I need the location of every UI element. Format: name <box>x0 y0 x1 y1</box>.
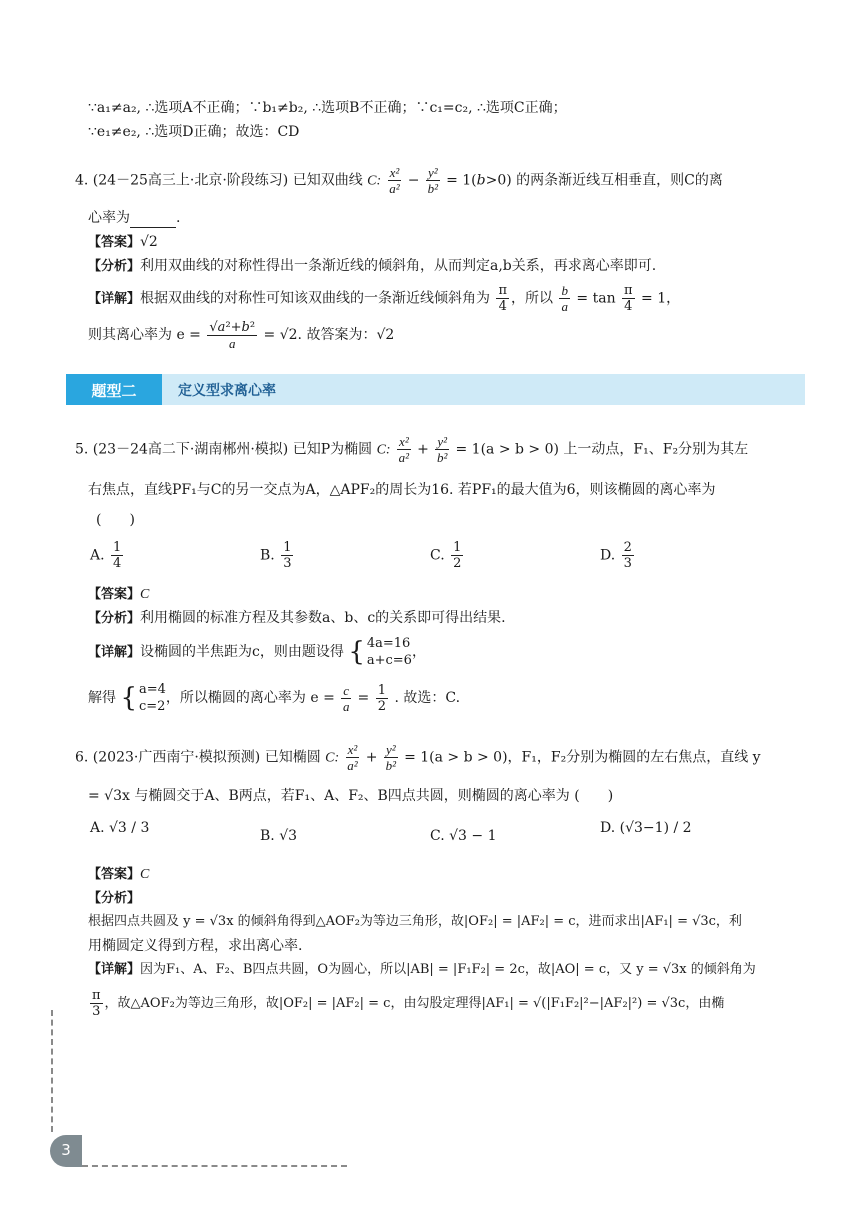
q5-stem-line-1 <box>75 434 748 466</box>
q5-option-a-num: 1 <box>113 540 122 555</box>
page-number: 3 <box>61 1141 71 1159</box>
q5-analysis <box>88 608 506 629</box>
q4-fraction-x: $\frac{\text{x²}}{\text{a²}}$ <box>389 165 400 196</box>
q4-answer-tag: 【答案】 <box>88 235 141 250</box>
q5-option-d[interactable] <box>600 540 636 571</box>
q4-fraction-ba: $\frac{b}{a}$ <box>561 283 568 314</box>
carryover-line-1: ∵a₁≠a₂, ∴选项A不正确；∵b₁≠b₂, ∴选项B不正确；∵c₁=c₂, ∴选项C正确； <box>88 100 567 116</box>
q5-fraction-half: $\frac{1}{2}$ <box>377 682 386 714</box>
q5-system-1-eq-1: 4a=16 <box>366 636 411 651</box>
q5-stem-line-2: 右焦点，直线PF₁与C的另一交点为A，△APF₂的周长为16. 若PF₁的最大值为6，则该椭圆的离心率为 <box>88 482 716 498</box>
q5-stem-prefix: 5. (23－24高二下·湖南郴州·模拟) 已知P为椭圆 <box>75 441 373 458</box>
q5-answer <box>88 584 149 605</box>
q5-system-1-end: ， <box>411 644 426 660</box>
q5-system-2 <box>139 681 166 715</box>
q4-analysis-text: 利用双曲线的对称性得出一条渐近线的倾斜角，从而判定a,b关系，再求离心率即可. <box>140 258 657 274</box>
q5-option-c-label: C. <box>430 547 445 564</box>
q4-detail-text-2b: = √2. 故答案为：√2 <box>263 327 395 343</box>
q5-system-2-eq-1: a=4 <box>139 682 166 697</box>
q5-option-b[interactable] <box>260 540 295 571</box>
q6-answer-tag: 【答案】 <box>88 867 141 882</box>
q5-brace-2: { <box>120 683 137 713</box>
q4-fraction-y: $\frac{\text{y²}}{\text{b²}}$ <box>427 165 438 196</box>
q5-stem-line-3: ( ) <box>96 512 135 528</box>
q4-detail-text-2a: 则其离心率为 e = <box>88 327 201 343</box>
q4-answer-value: √2 <box>140 234 158 250</box>
q5-option-b-den: 3 <box>283 556 292 571</box>
q4-detail-text-1b: ，所以 <box>511 290 554 307</box>
q4-fraction-pi4-b: $\frac{\pi}{4}$ <box>624 283 633 314</box>
q5-option-a-den: 4 <box>113 556 122 571</box>
q4-analysis <box>88 256 656 277</box>
q4-detail-text-1d: = 1， <box>641 290 681 307</box>
q6-option-d-label: D. <box>600 820 616 836</box>
footer-dashed-horizontal <box>82 1165 347 1167</box>
q5-fraction-x: $\frac{\text{x²}}{\text{a²}}$ <box>398 434 410 465</box>
page-number-badge <box>50 1135 82 1167</box>
q4-stem-line-2-end: . <box>176 210 181 226</box>
q6-answer <box>88 864 149 885</box>
q6-detail-line-2 <box>88 988 724 1020</box>
q5-detail-text-2b: ，所以椭圆的离心率为 e = <box>165 690 335 706</box>
q5-plus: + <box>417 441 429 458</box>
q5-detail-line-1 <box>88 634 426 671</box>
q4-stem-line-2 <box>88 208 180 228</box>
q5-option-c-den: 2 <box>453 556 462 571</box>
q4-answer <box>88 232 158 253</box>
q6-option-c-text: √3 − 1 <box>449 828 497 844</box>
q5-brace-1: { <box>348 637 365 667</box>
q6-stem-line-2: = √3x 与椭圆交于A、B两点，若F₁、A、F₂、B四点共圆，则椭圆的离心率为 ( ) <box>88 788 614 804</box>
q6-analysis-line-1: 根据四点共圆及 y = √3x 的倾斜角得到△AOF₂为等边三角形，故|OF₂| = |AF₂| = c，进而求出|AF₁| = √3c，利 <box>88 914 742 929</box>
q5-answer-tag: 【答案】 <box>88 587 141 602</box>
q4-fraction-e: $\frac{\text{√a²+b²}}{a}$ <box>209 319 256 351</box>
q5-analysis-tag: 【分析】 <box>88 611 141 626</box>
q6-stem-suffix: = 1(a > b > 0)，F₁，F₂分别为椭圆的左右焦点，直线 y <box>404 749 761 766</box>
q6-option-a[interactable] <box>90 820 149 836</box>
q6-analysis-tag-line <box>88 888 140 909</box>
q4-minus: − <box>407 172 420 189</box>
q5-option-b-num: 1 <box>283 540 292 555</box>
q6-fraction-x: $\frac{\text{x²}}{\text{a²}}$ <box>347 742 358 773</box>
q4-stem-line-1 <box>75 165 723 196</box>
q6-option-d[interactable] <box>600 820 692 836</box>
carryover-line-2: ∵e₁≠e₂, ∴选项D正确；故选：CD <box>88 124 300 140</box>
q4-answer-blank <box>130 213 176 228</box>
section-tab <box>66 374 162 405</box>
q5-option-a[interactable] <box>90 540 125 571</box>
q4-stem-line-2-text: 心率为 <box>88 210 130 226</box>
section-banner <box>66 374 805 405</box>
q6-analysis-tag: 【分析】 <box>88 891 141 906</box>
q5-fraction-ca: $\frac{c}{a}$ <box>342 682 350 714</box>
q5-option-d-den: 3 <box>623 556 632 571</box>
q4-fraction-pi4: $\frac{\pi}{4}$ <box>498 283 508 314</box>
q5-fraction-y: $\frac{\text{y²}}{\text{b²}}$ <box>436 434 448 465</box>
q6-option-b[interactable] <box>260 828 297 844</box>
q5-detail-tag: 【详解】 <box>88 645 141 660</box>
q5-stem-suffix: = 1(a > b > 0) 上一动点，F₁、F₂分别为其左 <box>455 441 749 458</box>
q4-curve: C: <box>367 173 382 189</box>
q5-detail-text-1: 设椭圆的半焦距为c，则由题设得 <box>140 644 344 660</box>
q5-system-2-eq-2: c=2 <box>139 699 166 714</box>
q4-detail-line-1 <box>88 283 680 315</box>
q5-option-d-num: 2 <box>623 540 632 555</box>
q5-option-c[interactable] <box>430 540 465 571</box>
q5-detail-text-2c: . 故选：C. <box>394 690 461 706</box>
q6-option-d-text: (√3−1) / 2 <box>619 820 692 836</box>
q6-option-b-label: B. <box>260 828 275 844</box>
q4-analysis-tag: 【分析】 <box>88 259 141 274</box>
q6-plus: + <box>365 749 378 766</box>
q6-option-a-text: √3 / 3 <box>109 820 150 836</box>
q5-option-c-num: 1 <box>453 540 462 555</box>
q5-curve: C: <box>376 442 391 458</box>
q6-stem-line-1 <box>75 742 761 774</box>
q6-curve: C: <box>325 750 340 766</box>
q6-detail-tag: 【详解】 <box>88 962 141 977</box>
q5-analysis-text: 利用椭圆的标准方程及其参数a、b、c的关系即可得出结果. <box>140 610 506 626</box>
q4-detail-text-1: 根据双曲线的对称性可知该双曲线的一条渐近线倾斜角为 <box>140 290 491 307</box>
q5-equals: = <box>357 690 370 706</box>
q5-detail-line-2 <box>88 680 460 716</box>
q5-system-1 <box>367 635 412 669</box>
section-tab-label: 题型二 <box>91 382 137 400</box>
q4-stem-prefix: 4. (24－25高三上·北京·阶段练习) 已知双曲线 <box>75 172 363 189</box>
q5-option-d-label: D. <box>600 547 616 564</box>
q6-option-c-label: C. <box>430 828 445 844</box>
q6-detail-line-1 <box>88 960 756 980</box>
q6-detail-text-2: ，故△AOF₂为等边三角形，故|OF₂| = |AF₂| = c，由勾股定理得|AF₁| = √(|F₁F₂|²−|AF₂|²) = √3c，由椭 <box>104 996 725 1011</box>
q4-detail-line-2 <box>88 318 394 352</box>
q4-detail-text-1c: = tan <box>576 290 616 307</box>
q6-fraction-y: $\frac{\text{y²}}{\text{b²}}$ <box>385 742 396 773</box>
q6-option-a-label: A. <box>90 820 105 836</box>
footer-dashed-vertical <box>51 1010 53 1132</box>
q6-stem-prefix: 6. (2023·广西南宁·模拟预测) 已知椭圆 <box>75 749 321 766</box>
q6-option-c[interactable] <box>430 828 497 844</box>
q5-detail-text-2a: 解得 <box>88 690 116 706</box>
q4-equals: = 1(b>0) <box>446 172 512 189</box>
q6-analysis-line-2: 用椭圆定义得到方程，求出离心率. <box>88 938 303 954</box>
q5-system-1-eq-2: a+c=6 <box>366 653 412 668</box>
q5-option-a-label: A. <box>90 547 105 564</box>
q4-stem-suffix: 的两条渐近线互相垂直，则C的离 <box>516 172 723 189</box>
q6-fraction-pi3: $\frac{\pi}{3}$ <box>92 988 101 1019</box>
q5-answer-value: C <box>140 587 150 602</box>
q4-detail-tag: 【详解】 <box>88 291 141 307</box>
q6-option-b-text: √3 <box>279 828 298 844</box>
q6-detail-text-1: 因为F₁、A、F₂、B四点共圆，O为圆心，所以|AB| = |F₁F₂| = 2c，故|AO| = c，又 y = √3x 的倾斜角为 <box>140 962 756 977</box>
section-title: 定义型求离心率 <box>178 383 276 399</box>
q6-answer-value: C <box>140 867 150 882</box>
q5-option-b-label: B. <box>260 547 275 564</box>
